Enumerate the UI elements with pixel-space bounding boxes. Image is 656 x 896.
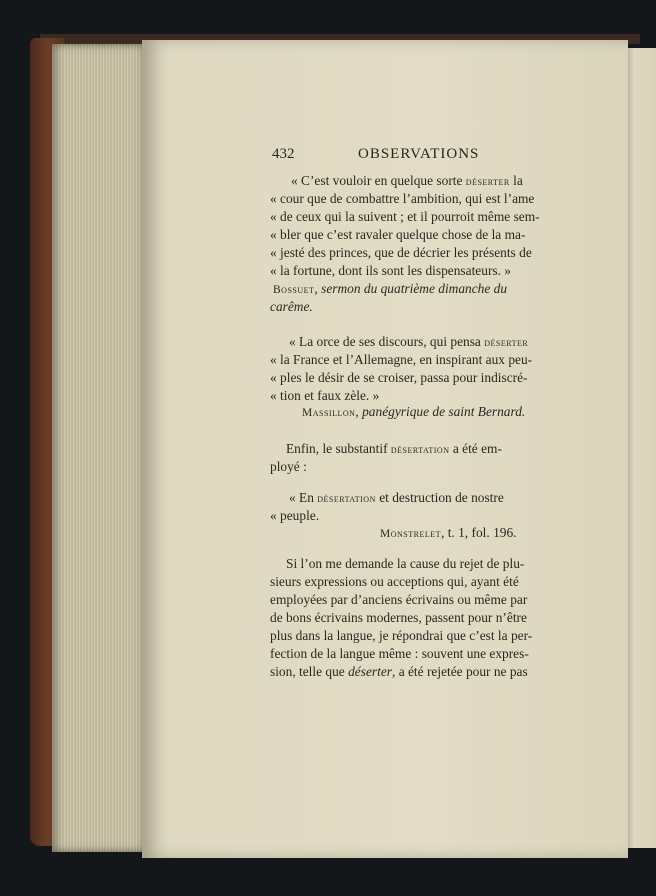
- para2-line7: sion, telle que déserter, a été rejetée pour ne pas: [270, 664, 528, 679]
- facing-page-edge: [624, 48, 656, 848]
- quote1-line1: « C’est vouloir en quelque sorte déserter la: [291, 173, 523, 188]
- para2-line4: de bons écrivains modernes, passent pour n’être: [270, 610, 527, 625]
- attribution-monstrelet: Monstrelet, t. 1, fol. 196.: [380, 525, 517, 540]
- quote2-line1: « La orce de ses discours, qui pensa déserter: [289, 334, 529, 349]
- quote3-line1: « En désertation et destruction de nostre: [289, 490, 504, 505]
- para2-line1: Si l’on me demande la cause du rejet de plu-: [286, 556, 525, 571]
- para2-line2: sieurs expressions ou acceptions qui, ayant été: [270, 574, 519, 589]
- quote1-line3: « de ceux qui la suivent ; et il pourroit même sem-: [270, 209, 540, 224]
- para2-line3: employées par d’anciens écrivains ou même par: [270, 592, 528, 607]
- running-head: [272, 146, 572, 170]
- para1-line1: Enfin, le substantif désertation a été em-: [286, 441, 502, 456]
- para1-line2: ployé :: [270, 459, 307, 474]
- page-block-edges: [52, 44, 152, 852]
- para2-line6: fection de la langue même : souvent une expres-: [270, 646, 529, 661]
- quote1-line4: « bler que c’est ravaler quelque chose de la ma-: [270, 227, 526, 242]
- attribution-bossuet-line2: carême.: [270, 299, 313, 314]
- attribution-massillon: Massillon, panégyrique de saint Bernard.: [302, 404, 526, 419]
- quote2-line3: « ples le désir de se croiser, passa pour indiscré-: [270, 370, 528, 385]
- quote1-line2: « cour que de combattre l’ambition, qui est l’ame: [270, 191, 535, 206]
- page-number: 432: [272, 146, 295, 162]
- quote2-line4: « tion et faux zèle. »: [270, 388, 380, 403]
- quote3-line2: « peuple.: [270, 508, 320, 523]
- running-title: OBSERVATIONS: [358, 146, 480, 162]
- attribution-bossuet-line1: Bossuet, sermon du quatrième dimanche du: [273, 281, 508, 296]
- quote1-line6: « la fortune, dont ils sont les dispensateurs. »: [270, 263, 511, 278]
- quote1-line5: « jesté des princes, que de décrier les présents de: [270, 245, 532, 260]
- para2-line5: plus dans la langue, je répondrai que c’est la per-: [270, 628, 533, 643]
- quote2-line2: « la France et l’Allemagne, en inspirant aux peu-: [270, 352, 533, 367]
